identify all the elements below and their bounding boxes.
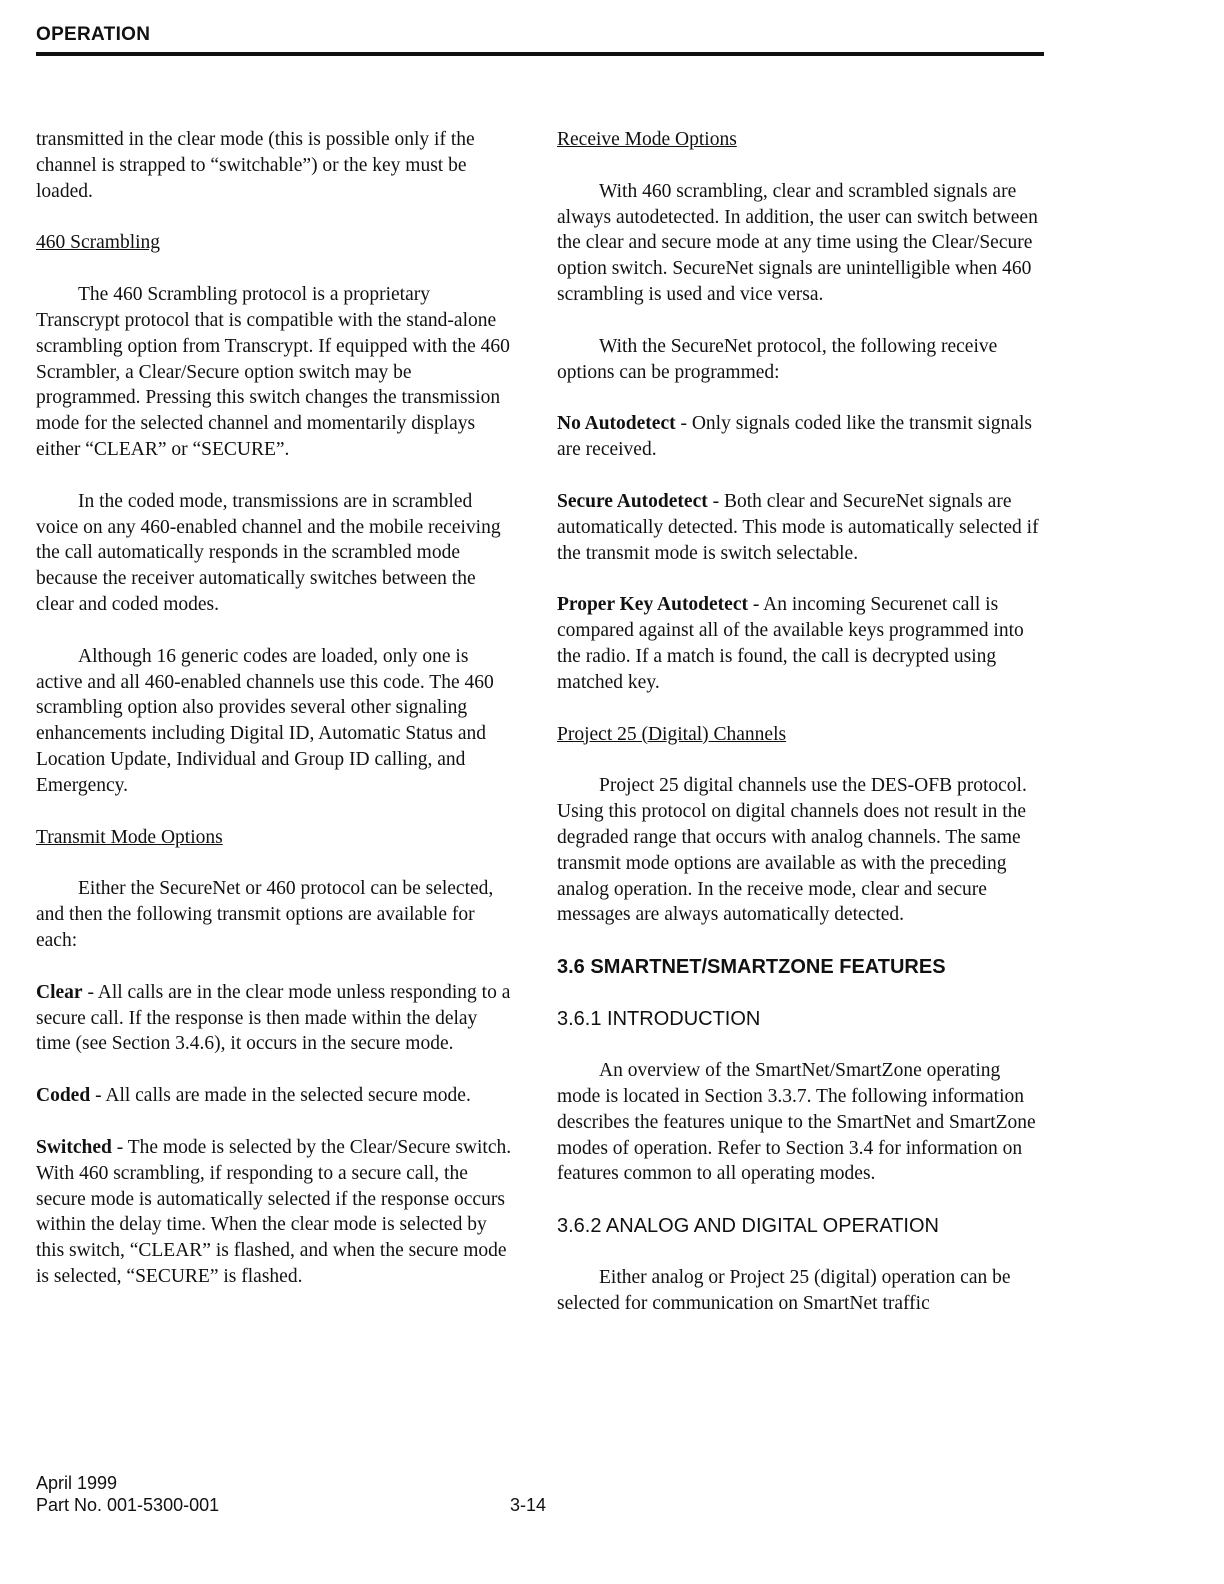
body-paragraph: Although 16 generic codes are loaded, only one is active and all 460-enabled channels use this code. The 460 scrambling option also provides several other signaling enhancements including Digital ID, Automatic Status and Location Update, Individual and Group ID calling, and Emergency.	[36, 645, 494, 796]
body-paragraph: The 460 Scrambling protocol is a proprietary Transcrypt protocol that is compatible with the stand-alone scrambling option from Transcrypt. If equipped with the 460 Scrambler, a Clear/Secure option switch may be programmed. Pressing this switch changes the transmission mode for the selected channel and momentarily displays either “CLEAR” or “SECURE”.	[36, 284, 510, 460]
subsection-title: 3.6.1 INTRODUCTION	[557, 1008, 761, 1031]
definition-text: - Both clear and SecureNet signals are automatically detected. This mode is automatically selected if the transmit mode is switch selectable.	[557, 490, 1039, 564]
body-paragraph: With 460 scrambling, clear and scrambled signals are always autodetected. In addition, the user can switch between the clear and secure mode at any time using the Clear/Secure option switch. SecureNet signals are unintelligible when 460 scrambling is used and vice versa.	[557, 180, 1038, 305]
subsection-title: 3.6.2 ANALOG AND DIGITAL OPERATION	[557, 1215, 939, 1238]
definition-text: - All calls are made in the selected secure mode.	[90, 1085, 471, 1107]
body-paragraph: An overview of the SmartNet/SmartZone operating mode is located in Section 3.3.7. The following information describes the features unique to the SmartNet and SmartZone modes of operation. Refer to Section 3.4 for information on features common to all operating modes.	[557, 1060, 1036, 1185]
definition-text: - An incoming Securenet call is compared against all of the available keys programmed into the radio. If a match is found, the call is decrypted using matched key.	[557, 594, 1024, 693]
header-rule	[36, 52, 1044, 56]
definition-paragraph	[557, 411, 1043, 463]
definition-term: Secure Autodetect	[557, 490, 708, 512]
definition-term: Proper Key Autodetect	[557, 594, 748, 616]
body-paragraph: With the SecureNet protocol, the following receive options can be programmed:	[557, 335, 998, 383]
definition-paragraph	[557, 592, 1043, 695]
left-column	[36, 127, 516, 1316]
definition-term: No Autodetect	[557, 413, 676, 435]
definition-text: - Only signals coded like the transmit signals are received.	[557, 413, 1032, 461]
right-column	[557, 127, 1043, 1343]
body-paragraph: Either the SecureNet or 460 protocol can be selected, and then the following transmit options are available for each:	[36, 878, 494, 951]
definition-paragraph	[36, 1135, 516, 1290]
definition-paragraph	[36, 1083, 516, 1109]
section-header: OPERATION	[36, 24, 151, 45]
definition-term: Switched	[36, 1136, 112, 1158]
definition-paragraph	[36, 980, 516, 1057]
subsection-heading: Transmit Mode Options	[36, 826, 223, 848]
body-paragraph: Project 25 digital channels use the DES-OFB protocol. Using this protocol on digital channels does not result in the degraded range that occurs with analog channels. The same transmit mode options are available as with the preceding analog operation. In the receive mode, clear and secure messages are always automatically detected.	[557, 775, 1027, 926]
body-paragraph: transmitted in the clear mode (this is possible only if the channel is strapped to “switchable”) or the key must be loaded.	[36, 129, 475, 202]
section-heading: 3.6 SMARTNET/SMARTZONE FEATURES	[557, 956, 946, 979]
definition-term: Coded	[36, 1085, 91, 1107]
subsection-heading: Project 25 (Digital) Channels	[557, 723, 787, 745]
body-paragraph: In the coded mode, transmissions are in scrambled voice on any 460-enabled channel and the mobile receiving the call automatically responds in the scrambled mode because the receiver automatically switches between the clear and coded modes.	[36, 490, 501, 615]
subsection-heading: Receive Mode Options	[557, 129, 737, 150]
page-number: 3-14	[510, 1495, 547, 1515]
definition-term: Clear	[36, 981, 83, 1003]
definition-text: - The mode is selected by the Clear/Secure switch. With 460 scrambling, if responding to a secure call, the secure mode is automatically selected if the response occurs within the delay time. When the clear mode is selected by this switch, “CLEAR” is flashed, and when the secure mode is selected, “SECURE” is flashed.	[36, 1136, 512, 1287]
definition-text: - All calls are in the clear mode unless responding to a secure call. If the response is then made within the delay time (see Section 3.4.6), it occurs in the secure mode.	[36, 981, 511, 1055]
body-paragraph: Either analog or Project 25 (digital) operation can be selected for communication on SmartNet traffic	[557, 1267, 1011, 1314]
footer-part-number: Part No. 001-5300-001	[36, 1495, 220, 1515]
subsection-heading: 460 Scrambling	[36, 232, 161, 254]
footer-date: April 1999	[36, 1473, 118, 1493]
footer-left	[36, 1472, 219, 1516]
definition-paragraph	[557, 489, 1043, 566]
